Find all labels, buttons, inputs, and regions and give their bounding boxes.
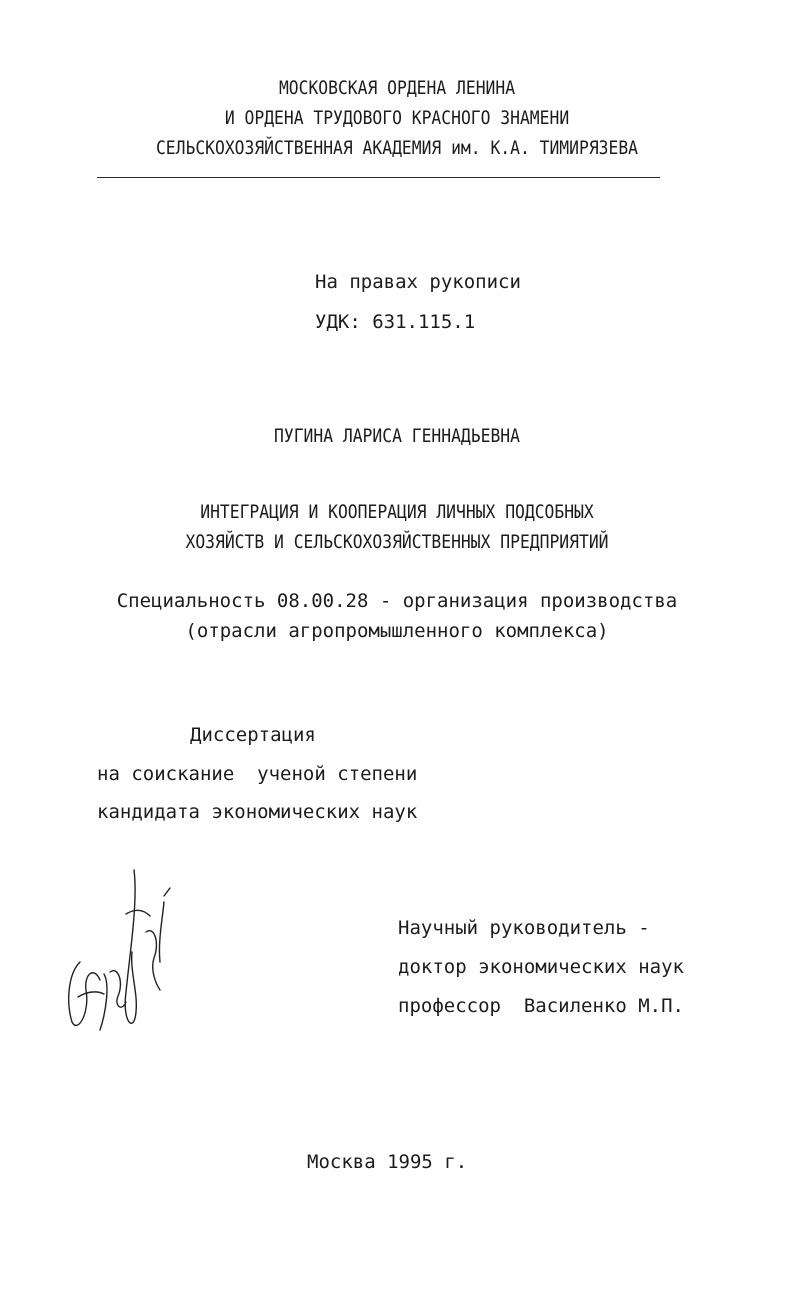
specialty-line-1: Специальность 08.00.28 - организация производства xyxy=(116,590,678,612)
dissertation-field: кандидата экономических наук xyxy=(97,801,418,823)
supervisor-title: Научный руководитель - xyxy=(398,917,650,939)
author-name: ПУГИНА ЛАРИСА ГЕННАДЬЕВНА xyxy=(274,425,520,447)
udk-code: УДК: 631.115.1 xyxy=(315,311,476,333)
institution-line-1: МОСКОВСКАЯ ОРДЕНА ЛЕНИНА xyxy=(278,77,516,99)
dissertation-label: Диссертация xyxy=(190,724,316,746)
city-year: Москва 1995 г. xyxy=(307,1151,468,1173)
supervisor-name: профессор Василенко М.П. xyxy=(398,995,684,1017)
header-divider xyxy=(97,177,660,178)
institution-line-2: И ОРДЕНА ТРУДОВОГО КРАСНОГО ЗНАМЕНИ xyxy=(224,107,570,129)
specialty-line-2: (отрасли агропромышленного комплекса) xyxy=(185,620,609,642)
thesis-title-line-1: ИНТЕГРАЦИЯ И КООПЕРАЦИЯ ЛИЧНЫХ ПОДСОБНЫХ xyxy=(200,501,594,523)
manuscript-rights: На правах рукописи xyxy=(315,271,521,293)
supervisor-degree: доктор экономических наук xyxy=(398,956,684,978)
dissertation-degree: на соискание ученой степени xyxy=(97,763,418,785)
thesis-title-line-2: ХОЗЯЙСТВ И СЕЛЬСКОХОЗЯЙСТВЕННЫХ ПРЕДПРИЯТИЙ xyxy=(185,531,609,553)
handwritten-signature xyxy=(60,862,180,1042)
institution-line-3: СЕЛЬСКОХОЗЯЙСТВЕННАЯ АКАДЕМИЯ им. К.А. ТИМИРЯЗЕВА xyxy=(155,137,639,159)
